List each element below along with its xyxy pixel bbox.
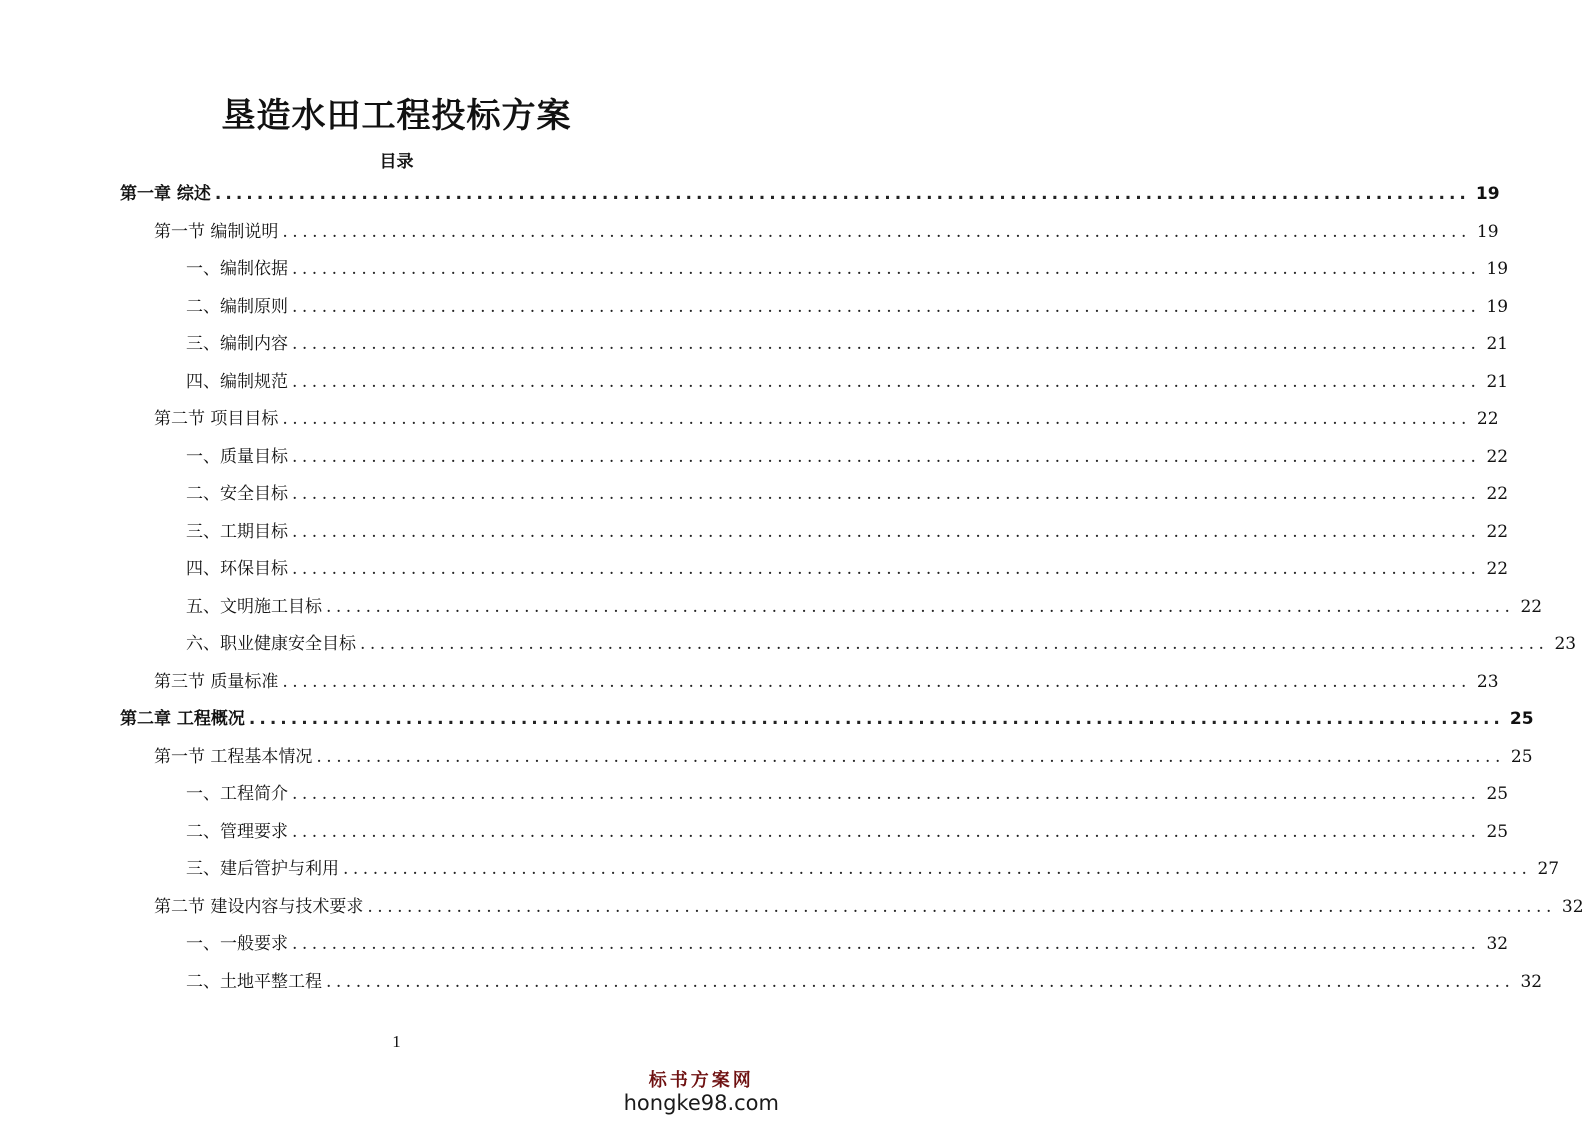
toc-leader-dots: ........................................................................................................................ xyxy=(316,746,1505,767)
watermark-url: hongke98.com xyxy=(623,1091,779,1115)
toc-entry-label: 四、环保目标 xyxy=(186,559,288,579)
toc-entry-page: 25 xyxy=(1509,709,1534,729)
toc-leader-dots: ........................................................................................................................ xyxy=(292,296,1481,317)
toc-leader-dots: ........................................................................................................................ xyxy=(292,934,1481,954)
toc-entry-label: 第二节 建设内容与技术要求 xyxy=(154,896,364,917)
toc-entry-page: 32 xyxy=(1561,896,1584,917)
toc-leader-dots: ........................................................................................................................ xyxy=(282,221,1471,242)
toc-leader-dots: ........................................................................................................................ xyxy=(326,971,1515,992)
toc-entry-label: 第二节 项目目标 xyxy=(154,409,279,429)
toc-entry-page: 22 xyxy=(1486,446,1509,467)
toc-entry[interactable] xyxy=(120,814,1509,852)
toc-entry-page: 22 xyxy=(1486,521,1509,542)
toc-entry-page: 21 xyxy=(1486,371,1509,392)
watermark xyxy=(624,1066,779,1114)
toc-entry-page: 22 xyxy=(1486,559,1509,579)
toc-entry-page: 19 xyxy=(1486,259,1509,279)
toc-entry-page: 19 xyxy=(1475,184,1500,204)
toc-entry-page: 21 xyxy=(1486,334,1509,354)
toc-entry[interactable] xyxy=(120,739,1533,777)
toc-entry-page: 23 xyxy=(1554,634,1577,654)
toc-entry-page: 25 xyxy=(1486,821,1509,842)
toc-entry[interactable] xyxy=(120,214,1499,252)
toc-entry[interactable] xyxy=(120,289,1509,327)
toc-entry-page: 32 xyxy=(1520,971,1543,992)
toc-entry-label: 二、土地平整工程 xyxy=(186,971,322,992)
toc-entry-label: 二、安全目标 xyxy=(186,484,288,504)
toc-entry-label: 二、编制原则 xyxy=(186,296,288,317)
toc-entry-label: 一、工程简介 xyxy=(186,784,288,804)
toc-entry[interactable] xyxy=(120,176,1500,214)
toc-entry[interactable] xyxy=(120,964,1543,1002)
toc-leader-dots: ........................................................................................................................ xyxy=(292,521,1481,542)
toc-entry-label: 第一节 编制说明 xyxy=(154,221,279,242)
toc-entry-label: 第三节 质量标准 xyxy=(154,671,279,692)
toc-entry-page: 25 xyxy=(1510,746,1533,767)
toc-entry-page: 22 xyxy=(1520,596,1543,617)
toc-entry-label: 五、文明施工目标 xyxy=(186,596,322,617)
toc-entry-page: 19 xyxy=(1476,221,1499,242)
toc-entry-label: 三、编制内容 xyxy=(186,334,288,354)
toc-leader-dots: ........................................................................................................................ xyxy=(248,709,1504,729)
toc-entry[interactable] xyxy=(120,514,1509,552)
page-number: 1 xyxy=(392,1032,401,1051)
document-title: 垦造水田工程投标方案 xyxy=(221,96,572,136)
toc-entry[interactable] xyxy=(120,664,1499,702)
toc-entry[interactable] xyxy=(120,251,1509,289)
toc-leader-dots: ........................................................................................................................ xyxy=(292,559,1481,579)
toc-entry-label: 三、建后管护与利用 xyxy=(186,859,339,879)
toc-entry[interactable] xyxy=(120,364,1509,402)
toc-entry[interactable] xyxy=(120,851,1560,889)
toc-entry[interactable] xyxy=(120,326,1509,364)
toc-entry-page: 27 xyxy=(1537,859,1560,879)
toc-leader-dots: ........................................................................................................................ xyxy=(292,259,1481,279)
toc-entry[interactable] xyxy=(120,439,1509,477)
toc-entry[interactable] xyxy=(120,589,1543,627)
toc-entry[interactable] xyxy=(120,926,1509,964)
toc-entry[interactable] xyxy=(120,401,1499,439)
toc-leader-dots: ........................................................................................................................ xyxy=(282,409,1471,429)
toc-heading: 目录 xyxy=(379,152,414,172)
toc-entry-label: 二、管理要求 xyxy=(186,821,288,842)
toc-entry-page: 19 xyxy=(1486,296,1509,317)
toc-entry-page: 23 xyxy=(1476,671,1499,692)
toc-entry[interactable] xyxy=(120,889,1584,927)
toc-entry[interactable] xyxy=(120,776,1509,814)
toc-entry[interactable] xyxy=(120,476,1509,514)
toc-leader-dots: ........................................................................................................................ xyxy=(214,184,1470,204)
toc-entry-label: 一、质量目标 xyxy=(186,446,288,467)
toc-leader-dots: ........................................................................................................................ xyxy=(292,334,1481,354)
toc-entry-label: 三、工期目标 xyxy=(186,521,288,542)
toc-entry[interactable] xyxy=(120,551,1509,589)
toc-leader-dots: ........................................................................................................................ xyxy=(326,596,1515,617)
toc-entry[interactable] xyxy=(120,701,1534,739)
toc-entry-label: 第一章 综述 xyxy=(120,184,211,204)
watermark-name: 标书方案网 xyxy=(648,1070,754,1091)
toc-entry[interactable] xyxy=(120,626,1577,664)
toc-leader-dots: ........................................................................................................................ xyxy=(292,784,1481,804)
toc-entry-label: 六、职业健康安全目标 xyxy=(186,634,356,654)
toc-leader-dots: ........................................................................................................................ xyxy=(292,371,1481,392)
toc-leader-dots: ........................................................................................................................ xyxy=(343,859,1532,879)
toc-leader-dots: ........................................................................................................................ xyxy=(292,446,1481,467)
toc-entry-label: 一、编制依据 xyxy=(186,259,288,279)
toc-entry-page: 22 xyxy=(1476,409,1499,429)
toc-entry-label: 一、一般要求 xyxy=(186,934,288,954)
toc-entry-label: 四、编制规范 xyxy=(186,371,288,392)
toc-entry-page: 25 xyxy=(1486,784,1509,804)
toc-entry-page: 22 xyxy=(1486,484,1509,504)
toc-leader-dots: ........................................................................................................................ xyxy=(367,896,1556,917)
toc-entry-page: 32 xyxy=(1486,934,1509,954)
toc-leader-dots: ........................................................................................................................ xyxy=(360,634,1549,654)
toc-leader-dots: ........................................................................................................................ xyxy=(292,821,1481,842)
toc-leader-dots: ........................................................................................................................ xyxy=(282,671,1471,692)
toc-entry-label: 第二章 工程概况 xyxy=(120,709,245,729)
table-of-contents xyxy=(120,176,1584,1001)
toc-leader-dots: ........................................................................................................................ xyxy=(292,484,1481,504)
toc-entry-label: 第一节 工程基本情况 xyxy=(154,746,313,767)
